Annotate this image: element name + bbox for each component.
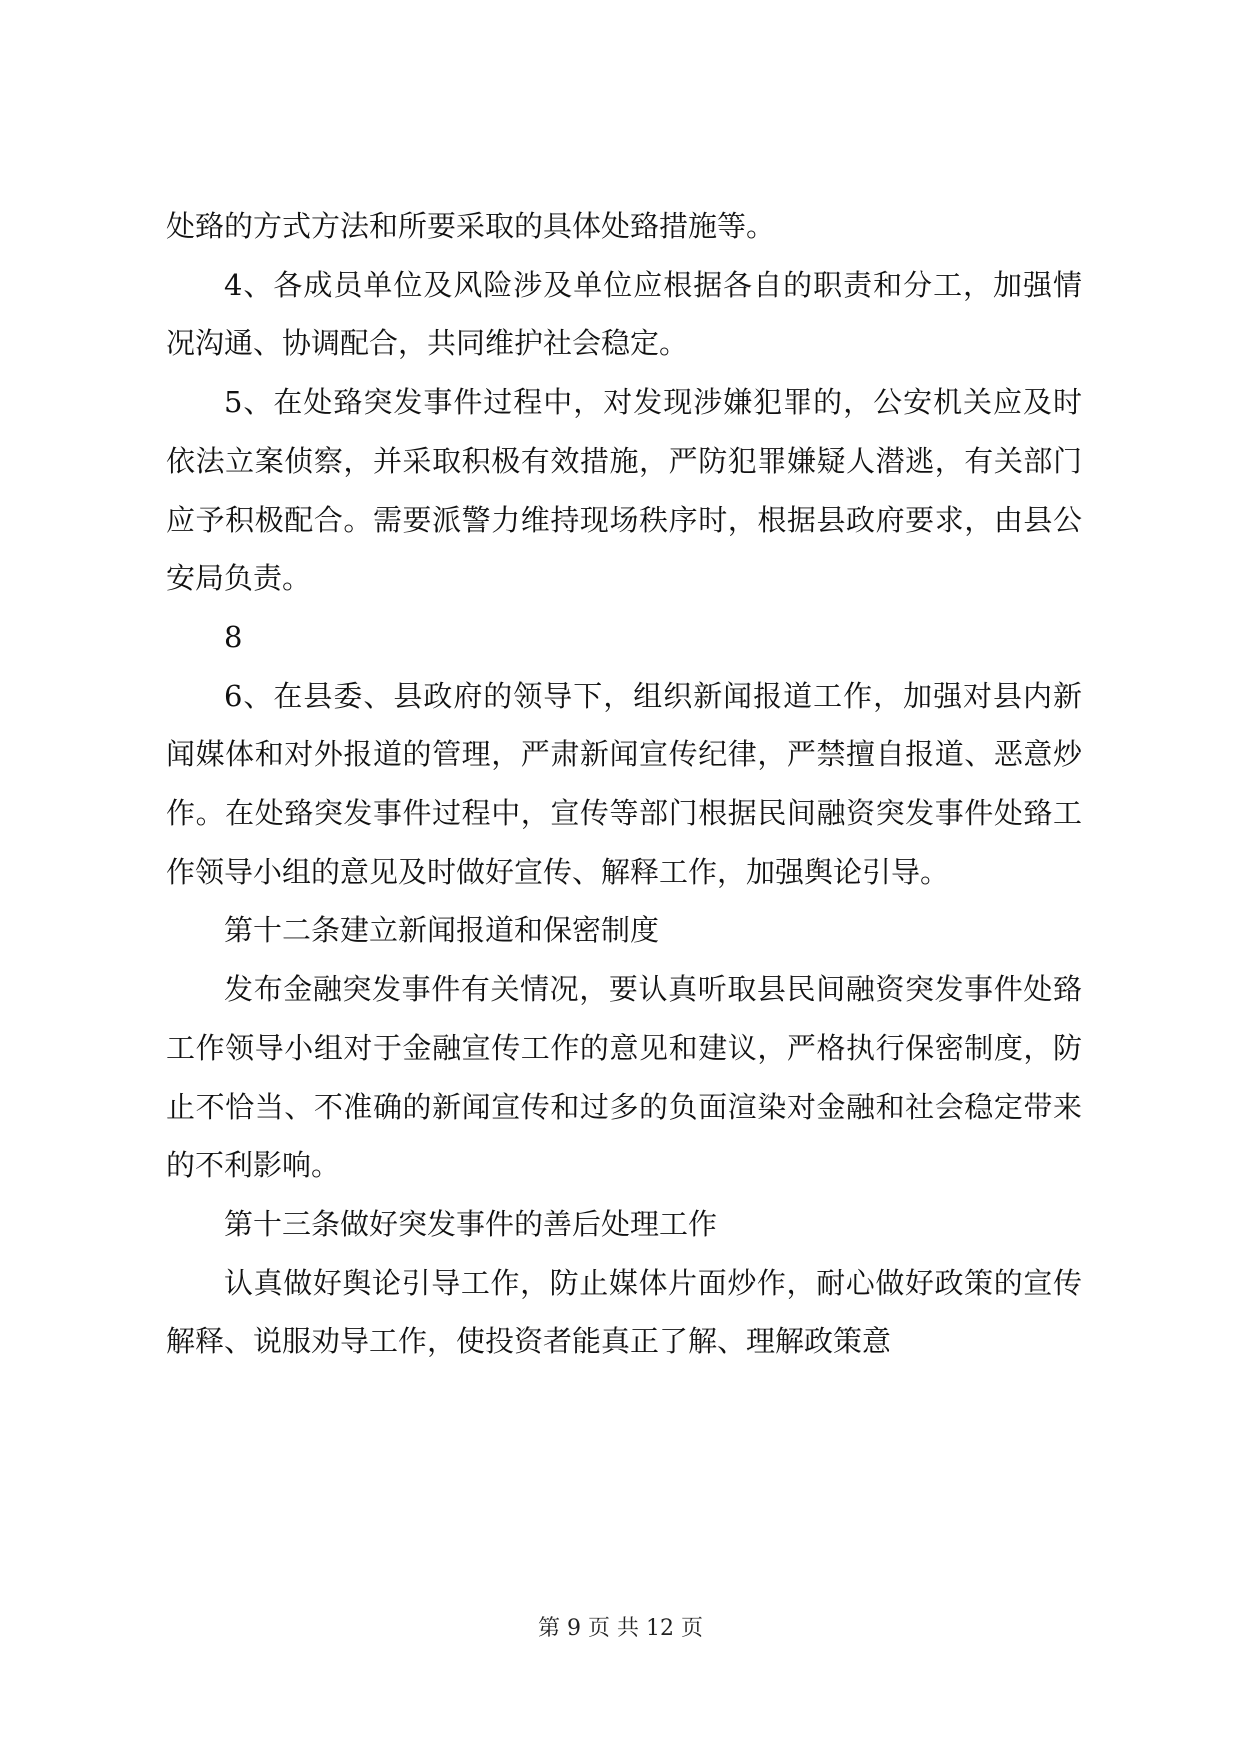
page-footer: 第 9 页 共 12 页 (538, 1616, 703, 1641)
paragraph-continuation: 处臵的方式方法和所要采取的具体处臵措施等。 (166, 209, 776, 243)
paragraph-item-4: 4、各成员单位及风险涉及单位应根据各自的职责和分工，加强情况沟通、协调配合，共同维护社会稳定。 (166, 267, 1082, 361)
paragraph-item-5: 5、在处臵突发事件过程中，对发现涉嫌犯罪的，公安机关应及时依法立案侦察，并采取积极有效措施，严防犯罪嫌疑人潜逃，有关部门应予积极配合。需要派警力维持现场秩序时，根据县政府要求，由县公安局负责。 (166, 385, 1082, 596)
article-13-heading: 第十三条做好突发事件的善后处理工作 (224, 1206, 718, 1241)
article-13-body: 认真做好舆论引导工作，防止媒体片面炒作，耐心做好政策的宣传解释、说服劝导工作，使投资者能真正了解、理解政策意 (166, 1265, 1082, 1359)
document-body (166, 197, 1082, 1371)
paragraph-item-6: 6、在县委、县政府的领导下，组织新闻报道工作，加强对县内新闻媒体和对外报道的管理，严肃新闻宣传纪律，严禁擅自报道、恶意炒作。在处臵突发事件过程中，宣传等部门根据民间融资突发事件处臵工作领导小组的意见及时做好宣传、解释工作，加强舆论引导。 (166, 678, 1082, 889)
inline-page-number: 8 (224, 619, 243, 654)
article-12-heading: 第十二条建立新闻报道和保密制度 (224, 913, 660, 948)
article-12-body: 发布金融突发事件有关情况，要认真听取县民间融资突发事件处臵工作领导小组对于金融宣传工作的意见和建议，严格执行保密制度，防止不恰当、不准确的新闻宣传和过多的负面渲染对金融和社会稳定带来的不利影响。 (166, 972, 1082, 1183)
